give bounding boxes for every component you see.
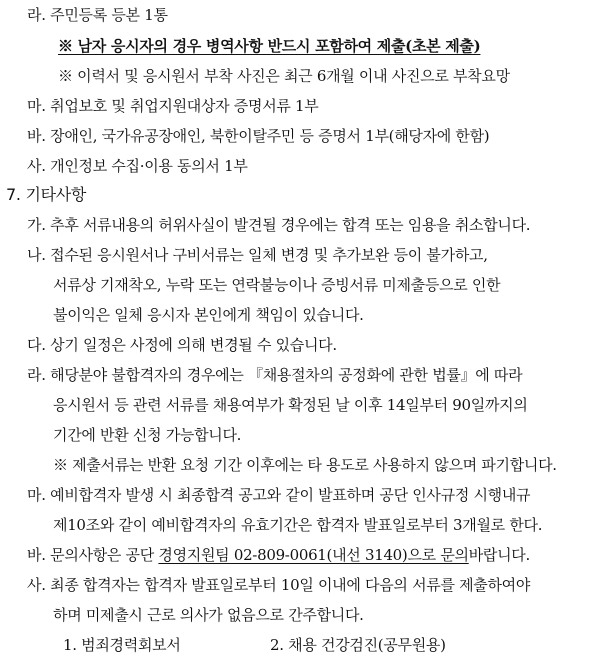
etc-item-ba [27,545,530,565]
etc-item-na: 나. 접수된 응시원서나 구비서류는 일체 변경 및 추가보완 등이 불가하고, [27,246,488,264]
etc-item-ra-cont-2: 기간에 반환 신청 가능합니다. [53,426,242,444]
etc-item-ga: 가. 추후 서류내용의 허위사실이 발견될 경우에는 합격 또는 임용을 취소합니다. [27,216,531,234]
etc-item-na-cont-2: 불이익은 일체 응시자 본인에게 책임이 있습니다. [53,306,364,324]
etc-item-na-cont-1: 서류상 기재착오, 누락 또는 연락불능이나 증빙서류 미제출등으로 인한 [53,276,501,294]
etc-item-ma: 마. 예비합격자 발생 시 최종합격 공고와 같이 발표하며 공단 인사규정 시행내규 [27,486,531,504]
required-doc-criminal-record: 1. 범죄경력회보서 [63,636,181,654]
etc-item-ra: 라. 해당분야 불합격자의 경우에는 『채용절차의 공정화에 관한 법률』에 따라 [27,366,523,384]
note-military-record: ※ 남자 응시자의 경우 병역사항 반드시 포함하여 제출(초본 제출) [58,37,481,55]
inquiry-suffix: 바랍니다. [468,546,530,564]
item-ra-resident-registration: 라. 주민등록 등본 1통 [27,6,168,24]
item-ma-employment-protection: 마. 취업보호 및 취업지원대상자 증명서류 1부 [27,97,319,115]
item-sa-privacy-consent: 사. 개인정보 수집·이용 동의서 1부 [27,157,248,175]
inquiry-prefix: 바. 문의사항은 공단 [27,546,159,564]
note-photo-requirement: ※ 이력서 및 응시원서 부착 사진은 최근 6개월 이내 사진으로 부착요망 [58,67,510,85]
note-document-disposal: ※ 제출서류는 반환 요청 기간 이후에는 타 용도로 사용하지 않으며 파기합니다. [53,456,557,474]
etc-item-sa-cont: 하며 미제출시 근로 의사가 없음으로 간주합니다. [53,606,364,624]
item-ba-disability-certificate: 바. 장애인, 국가유공장애인, 북한이탈주민 등 증명서 1부(해당자에 한함) [27,127,490,145]
etc-item-ma-cont: 제10조와 같이 예비합격자의 유효기간은 합격자 발표일로부터 3개월로 한다. [53,516,543,534]
required-doc-health-check: 2. 채용 건강검진(공무원용) [270,636,446,654]
etc-item-da: 다. 상기 일정은 사정에 의해 변경될 수 있습니다. [27,336,337,354]
inquiry-contact: 경영지원팀 02-809-0061(내선 3140)으로 문의 [158,546,469,564]
section-heading-etc: 7. 기타사항 [6,185,87,204]
etc-item-sa: 사. 최종 합격자는 합격자 발표일로부터 10일 이내에 다음의 서류를 제출하여야 [27,576,531,594]
etc-item-ra-cont-1: 응시원서 등 관련 서류를 채용여부가 확정된 날 이후 14일부터 90일까지의 [53,396,528,414]
